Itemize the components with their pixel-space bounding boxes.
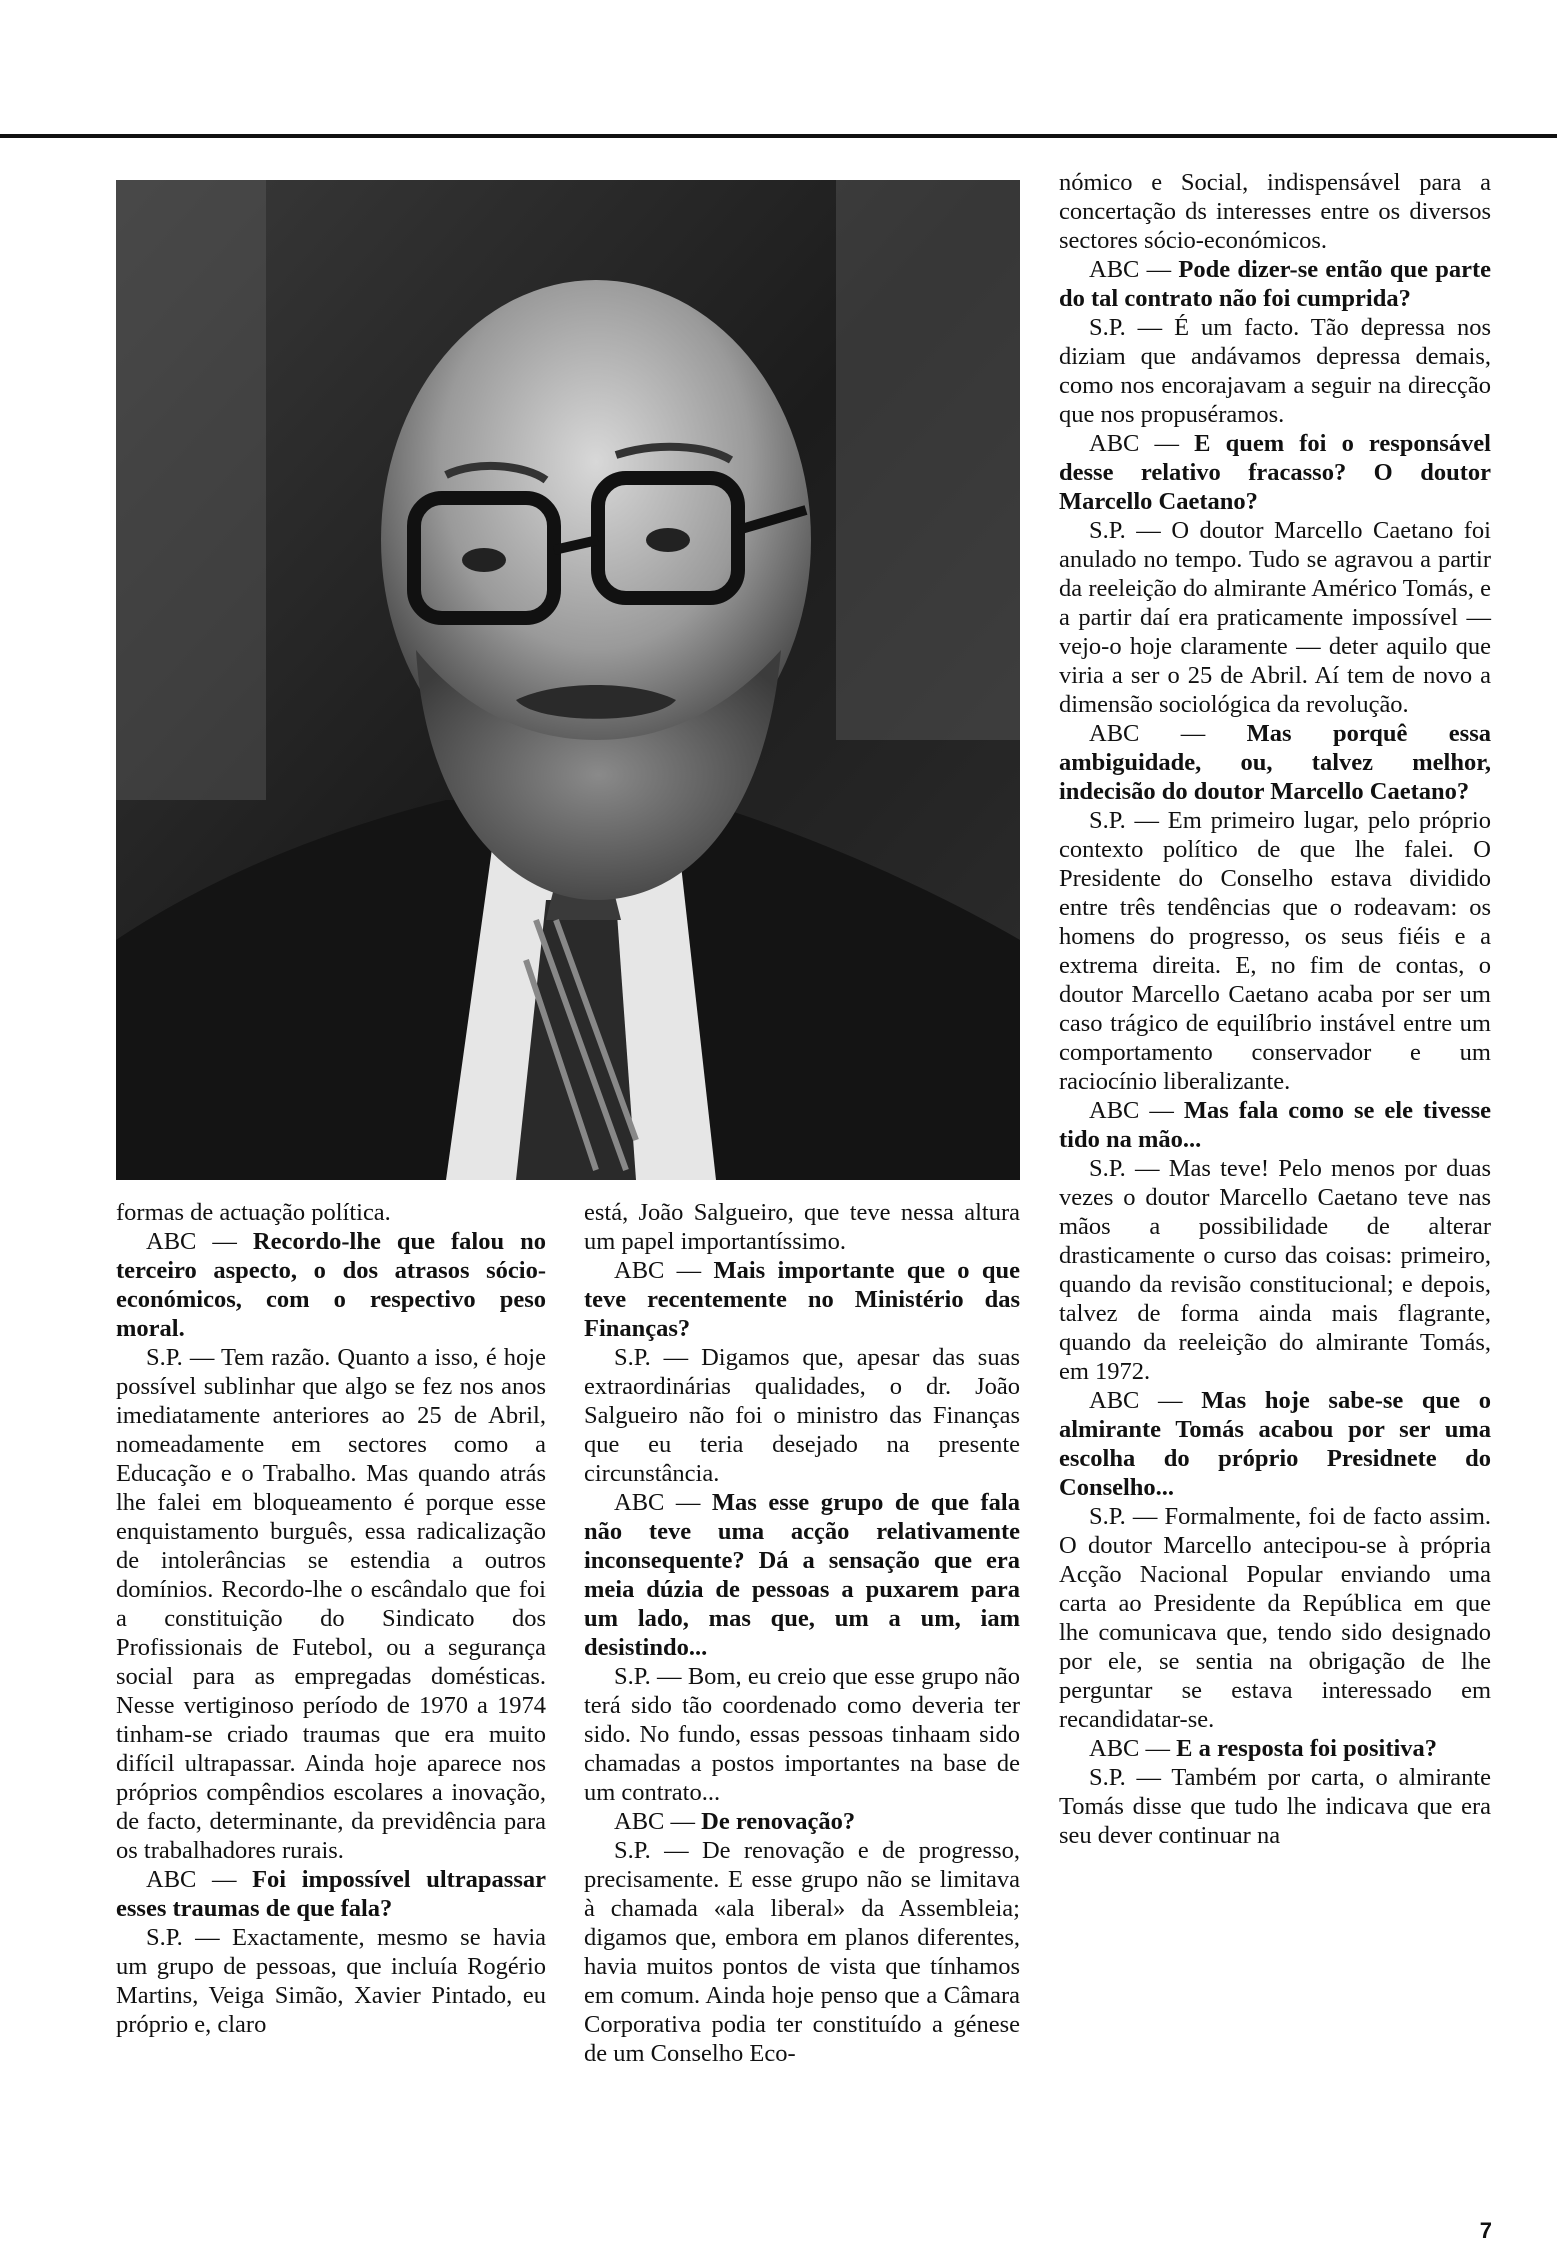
- paragraph-text: [1059, 168, 1491, 255]
- paragraph-answer: [1059, 806, 1491, 1096]
- question-text: Pode dizer-se então que parte do tal contrato não foi cumprida?: [1059, 256, 1491, 312]
- question-text: Mas esse grupo de que fala não teve uma acção relativamente inconsequente? Dá a sensação que era meia dúzia de pessoas a puxarem para um lado, mas que, um a um, iam desistindo...: [584, 1489, 1020, 1661]
- paragraph-question: [1059, 429, 1491, 516]
- paragraph-question: [1059, 719, 1491, 806]
- question-text: E quem foi o responsável desse relativo fracasso? O doutor Marcello Caetano?: [1059, 430, 1491, 515]
- speaker-label: S.P. —: [614, 1663, 688, 1690]
- paragraph-question: [116, 1865, 546, 1923]
- paragraph-text: É um facto. Tão depressa nos diziam que andávamos depressa demais, como nos encorajavam a seguir na direcção que nos propuséramos.: [1059, 314, 1491, 428]
- speaker-label: S.P. —: [1089, 807, 1168, 834]
- paragraph-question: [584, 1488, 1020, 1662]
- paragraph-answer: [116, 1343, 546, 1865]
- paragraph-text: Também por carta, o almirante Tomás disse que tudo lhe indicava que era seu dever continuar na: [1059, 1764, 1492, 1849]
- paragraph-answer: [1059, 1154, 1491, 1386]
- paragraph-text: Formalmente, foi de facto assim. O doutor Marcello antecipou-se à própria Acção Nacional Popular enviando uma carta ao Presidente da República em que lhe comunicava que, tendo sido designado por ele, se sentia na obrigação de lhe perguntar se estava interessado em recandidatar-se.: [1059, 1503, 1491, 1733]
- speaker-label: S.P. —: [1089, 314, 1175, 341]
- paragraph-question: [1059, 1734, 1491, 1763]
- page-number: 7: [1479, 2218, 1492, 2243]
- speaker-label: ABC —: [614, 1808, 702, 1835]
- speaker-label: ABC —: [1089, 1735, 1177, 1762]
- paragraph-answer: [584, 1662, 1020, 1807]
- paragraph-question: [1059, 1096, 1491, 1154]
- speaker-label: S.P. —: [146, 1924, 233, 1951]
- speaker-label: ABC —: [614, 1257, 714, 1284]
- paragraph-answer: [1059, 313, 1491, 429]
- paragraph-answer: [1059, 1502, 1491, 1734]
- speaker-label: ABC —: [146, 1228, 253, 1255]
- question-text: Mas hoje sabe-se que o almirante Tomás acabou por ser uma escolha do próprio Presidnete do Conselho...: [1059, 1387, 1491, 1501]
- speaker-label: S.P. —: [1089, 517, 1172, 544]
- paragraph-question: [584, 1256, 1020, 1343]
- speaker-label: ABC —: [146, 1866, 253, 1893]
- paragraph-answer: [1059, 1763, 1491, 1850]
- paragraph-text: formas de actuação política.: [116, 1199, 391, 1226]
- paragraph-text: Em primeiro lugar, pelo próprio contexto político de que lhe falei. O Presidente do Conselho estava dividido entre três tendências que o rodeavam: os homens do progresso, os seus fiéis e a extrema direita. E, no fim de contas, o doutor Marcello Caetano acaba por ser um caso trágico de equilíbrio instável entre um comportamento conservador e um raciocínio liberalizante.: [1059, 807, 1491, 1095]
- paragraph-text: Digamos que, apesar das suas extraordinárias qualidades, o dr. João Salgueiro não foi o ministro das Finanças que eu teria desejado na presente circunstância.: [584, 1344, 1020, 1487]
- article-column-middle: [584, 1198, 1020, 2068]
- paragraph-text: Mas teve! Pelo menos por duas vezes o doutor Marcello Caetano teve nas mãos a possibilidade de alterar drasticamente o curso das coisas: primeiro, quando da revisão constitucional; e depois, talvez de forma ainda mais flagrante, quando da reeleição do almirante Tomás, em 1972.: [1059, 1155, 1491, 1385]
- speaker-label: ABC —: [1089, 1387, 1202, 1414]
- paragraph-answer: [584, 1836, 1020, 2068]
- question-text: De renovação?: [701, 1808, 856, 1835]
- speaker-label: ABC —: [1089, 720, 1247, 747]
- portrait-photo: [116, 180, 1020, 1180]
- speaker-label: ABC —: [1089, 256, 1179, 283]
- paragraph-text: Bom, eu creio que esse grupo não terá sido tão coordenado como deveria ter sido. No fundo, essas pessoas tinhaam sido chamadas a postos importantes na base de um contrato...: [584, 1663, 1020, 1806]
- question-text: Recordo-lhe que falou no terceiro aspecto, o dos atrasos sócio-económicos, com o respectivo peso moral.: [116, 1228, 546, 1342]
- question-text: E a resposta foi positiva?: [1176, 1735, 1438, 1762]
- paragraph-text: Exactamente, mesmo se havia um grupo de pessoas, que incluía Rogério Martins, Veiga Simão, Xavier Pintado, eu próprio e, claro: [116, 1924, 546, 2038]
- speaker-label: ABC —: [614, 1489, 712, 1516]
- speaker-label: S.P. —: [614, 1837, 702, 1864]
- speaker-label: S.P. —: [1089, 1503, 1165, 1530]
- question-text: Mas fala como se ele tivesse tido na mão...: [1059, 1097, 1491, 1153]
- paragraph-question: [116, 1227, 546, 1343]
- portrait-illustration: [116, 180, 1020, 1180]
- question-text: Mais importante que o que teve recentemente no Ministério das Finanças?: [584, 1257, 1020, 1342]
- paragraph-answer: [1059, 516, 1491, 719]
- paragraph-answer: [584, 1343, 1020, 1488]
- article-column-left: [116, 1198, 546, 2039]
- paragraph-text: nómico e Social, indispensável para a concertação ds interesses entre os diversos sectores sócio-económicos.: [1059, 169, 1491, 254]
- speaker-label: S.P. —: [1089, 1764, 1172, 1791]
- paragraph-question: [1059, 255, 1491, 313]
- question-text: Mas porquê essa ambiguidade, ou, talvez melhor, indecisão do doutor Marcello Caetano?: [1059, 720, 1491, 805]
- speaker-label: ABC —: [1089, 1097, 1184, 1124]
- top-rule: [0, 134, 1557, 138]
- paragraph-text: De renovação e de progresso, precisamente. E esse grupo não se limitava à chamada «ala liberal» da Assembleia; digamos que, embora em planos diferentes, havia muitos pontos de vista que tínhamos em comum. Ainda hoje penso que a Câmara Corporativa podia ter constituído a génese de um Conselho Eco-: [584, 1837, 1020, 2067]
- article-column-right: [1059, 168, 1491, 1850]
- paragraph-text: [584, 1198, 1020, 1256]
- question-text: Foi impossível ultrapassar esses traumas de que fala?: [116, 1866, 546, 1922]
- speaker-label: S.P. —: [1089, 1155, 1169, 1182]
- paragraph-text: [116, 1198, 546, 1227]
- paragraph-question: [584, 1807, 1020, 1836]
- paragraph-text: O doutor Marcello Caetano foi anulado no tempo. Tudo se agravou a partir da reeleição do almirante Américo Tomás, e a partir daí era praticamente impossível — vejo-o hoje claramente — deter aquilo que viria a ser o 25 de Abril. Aí tem de novo a dimensão sociológica da revolução.: [1059, 517, 1491, 718]
- speaker-label: ABC —: [1089, 430, 1195, 457]
- speaker-label: S.P. —: [614, 1344, 702, 1371]
- paragraph-answer: [116, 1923, 546, 2039]
- paragraph-question: [1059, 1386, 1491, 1502]
- paragraph-text: está, João Salgueiro, que teve nessa altura um papel importantíssimo.: [584, 1199, 1020, 1255]
- speaker-label: S.P. —: [146, 1344, 221, 1371]
- paragraph-text: Tem razão. Quanto a isso, é hoje possível sublinhar que algo se fez nos anos imediatamente anteriores ao 25 de Abril, nomeadamente em sectores como a Educação e o Trabalho. Mas quando atrás lhe falei em bloqueamento é porque esse enquistamento burguês, essa radicalização de intolerâncias se estendia a outros domínios. Recordo-lhe o escândalo que foi a constituição do Sindicato dos Profissionais de Futebol, ou a segurança social para as empregadas domésticas. Nesse vertiginoso período de 1970 a 1974 tinham-se criado traumas que era muito difícil ultrapassar. Ainda hoje aparece nos próprios compêndios escolares a inovação, de facto, determinante, da previdência para os trabalhadores rurais.: [116, 1344, 546, 1864]
